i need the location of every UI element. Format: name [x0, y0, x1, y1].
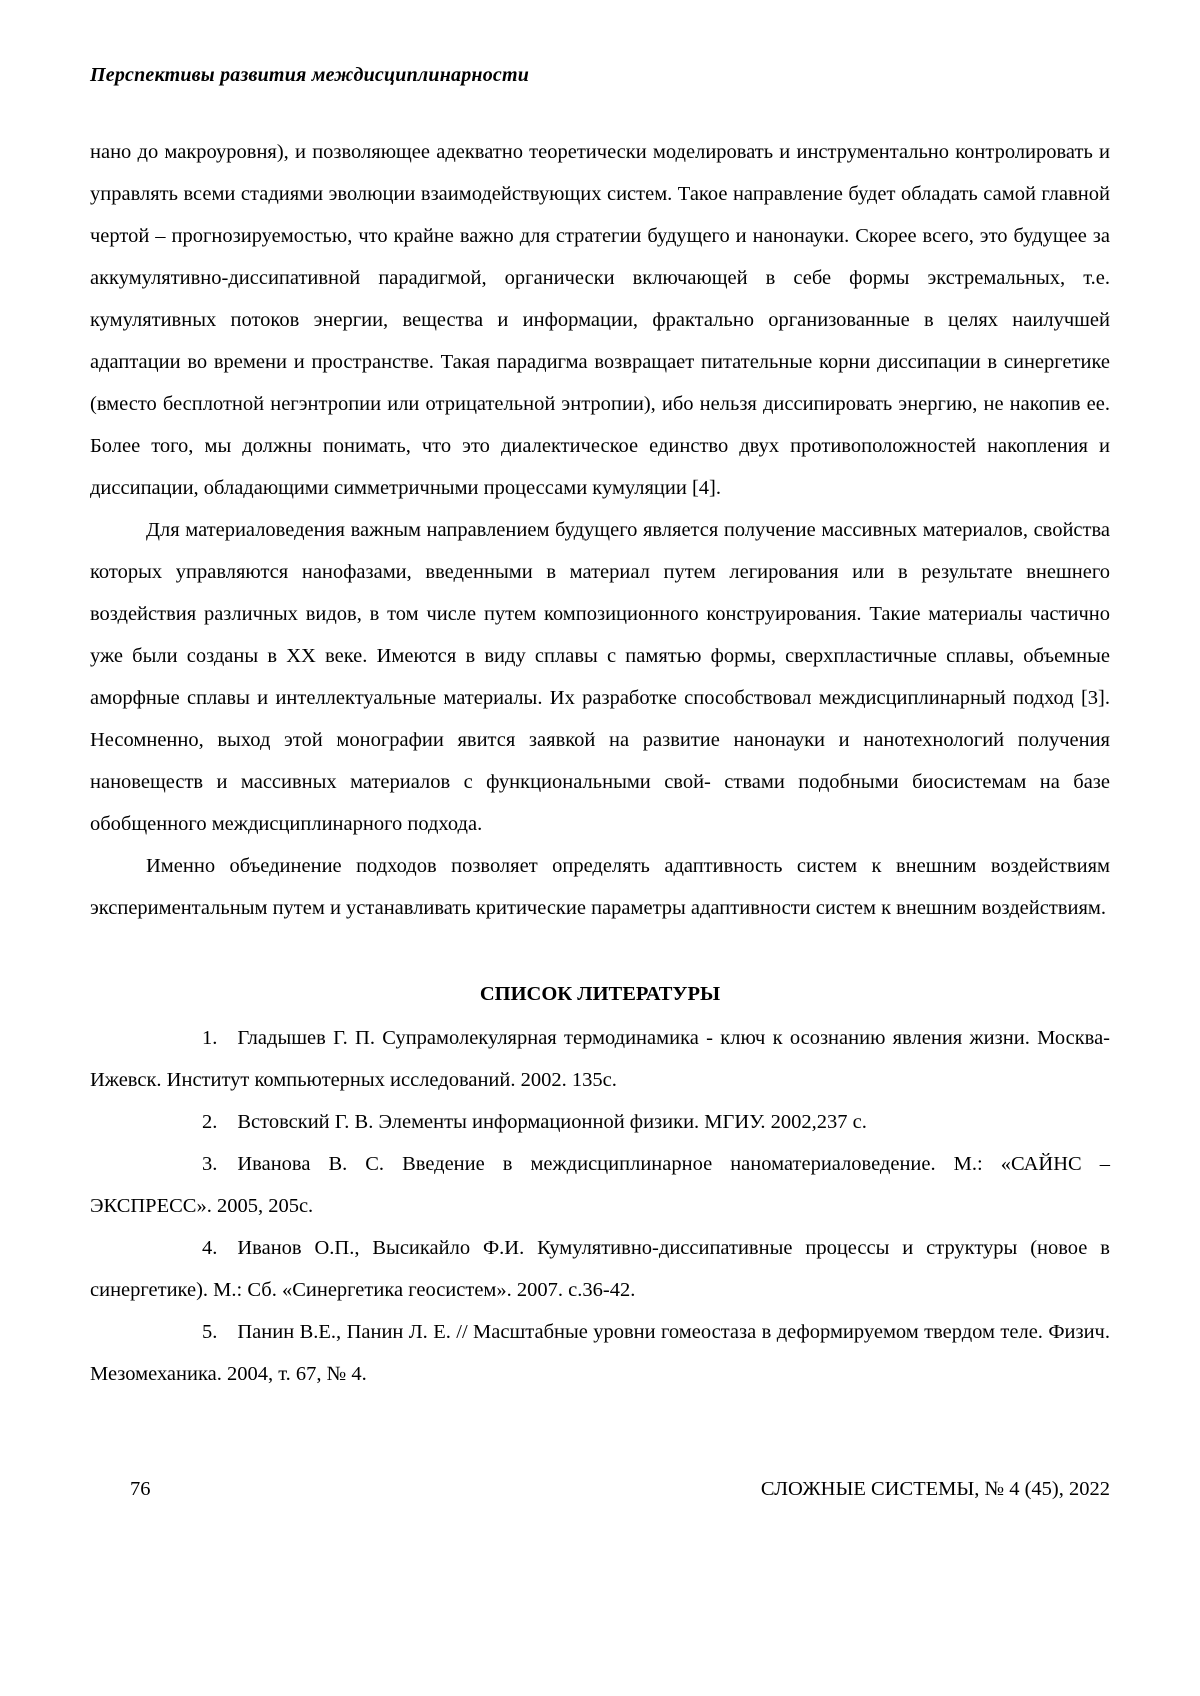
paragraph-3: Именно объединение подходов позволяет определять адаптивность систем к внешним воздействиям экспериментальным путем и устанавливать критические параметры адаптивности систем к внешним воздействиям. [90, 855, 1110, 919]
references-heading: СПИСОК ЛИТЕРАТУРЫ [479, 983, 721, 1005]
reference-text: Гладышев Г. П. Супрамолекулярная термодинамика - ключ к осознанию явления жизни. Москва- Ижевск. Институт компьютерных исследований. 2002. 135с. [90, 1027, 1110, 1091]
reference-item [90, 1101, 1110, 1143]
article-body [90, 131, 1110, 929]
page-number: 76 [130, 1478, 151, 1500]
reference-number: 3. [202, 1153, 218, 1175]
reference-item [90, 1311, 1110, 1395]
references-list [90, 1017, 1110, 1395]
reference-number: 1. [202, 1027, 218, 1049]
page-footer [90, 1478, 1110, 1501]
reference-item [90, 1227, 1110, 1311]
reference-item [90, 1143, 1110, 1227]
running-header: Перспективы развития междисциплинарности [90, 64, 530, 86]
reference-item [90, 1017, 1110, 1101]
reference-number: 4. [202, 1237, 218, 1259]
reference-number: 5. [202, 1321, 218, 1343]
reference-text: Панин В.Е., Панин Л. Е. // Масштабные уровни гомеостаза в деформируемом твердом теле. Физич. Мезомеханика. 2004, т. 67, № 4. [90, 1321, 1110, 1385]
paragraph-1: нано до макроуровня), и позволяющее адекватно теоретически моделировать и инструментально контролировать и управлять всеми стадиями эволюции взаимодействующих систем. Такое направление будет обладать самой главной чертой – прогнозируемостью, что крайне важно для стратегии будущего и нанонауки. Скорее всего, это будущее за аккумулятивно-диссипативной парадигмой, органически включающей в себе формы экстремальных, т.е. кумулятивных потоков энергии, вещества и информации, фрактально организованные в целях наилучшей адаптации во времени и пространстве. Такая парадигма возвращает питательные корни диссипации в синергетике (вместо бесплотной негэнтропии или отрицательной энтропии), ибо нельзя диссипировать энергию, не накопив ее. Более того, мы должны понимать, что это диалектическое единство двух противоположностей накопления и диссипации, обладающими симметричными процессами кумуляции [4]. [90, 141, 1110, 499]
paragraph-2: Для материаловедения важным направлением будущего является получение массивных материалов, свойства которых управляются нанофазами, введенными в материал путем легирования или в результате внешнего воздействия различных видов, в том числе путем композиционного конструирования. Такие материалы частично уже были созданы в XX веке. Имеются в виду сплавы с памятью формы, сверхпластичные сплавы, объемные аморфные сплавы и интеллектуальные материалы. Их разработке способствовал междисциплинарный подход [3]. Несомненно, выход этой монографии явится заявкой на развитие нанонауки и нанотехнологий получения нановеществ и массивных материалов с функциональными свой- ствами подобными биосистемам на базе обобщенного междисциплинарного подхода. [90, 519, 1110, 835]
reference-number: 2. [202, 1111, 218, 1133]
journal-line: СЛОЖНЫЕ СИСТЕМЫ, № 4 (45), 2022 [760, 1478, 1110, 1500]
reference-text: Иванова В. С. Введение в междисциплинарное наноматериаловедение. М.: «САЙНС – ЭКСПРЕСС». 2005, 205с. [90, 1153, 1110, 1217]
reference-text: Встовский Г. В. Элементы информационной физики. МГИУ. 2002,237 с. [237, 1111, 867, 1133]
reference-text: Иванов О.П., Высикайло Ф.И. Кумулятивно-диссипативные процессы и структуры (новое в синергетике). М.: Сб. «Синергетика геосистем». 2007. с.36-42. [90, 1237, 1110, 1301]
